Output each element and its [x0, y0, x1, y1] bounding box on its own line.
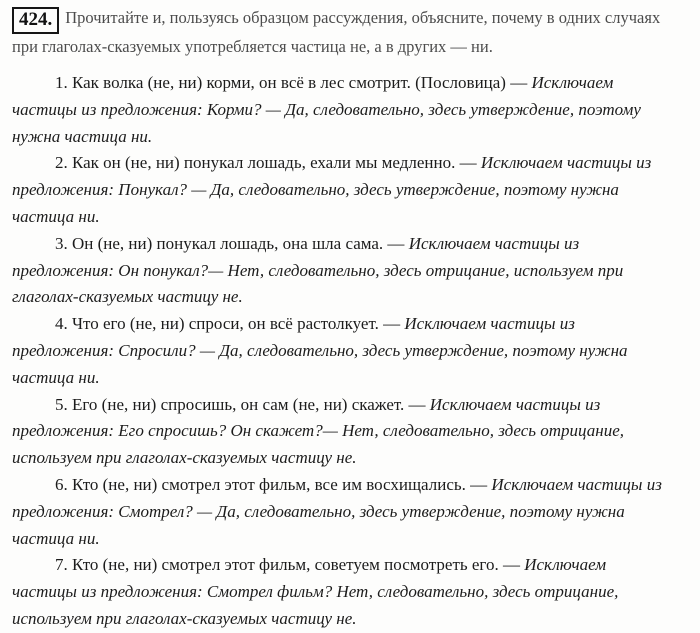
list-item: [12, 552, 670, 632]
item-explanation: Исключаем частицы из предложения: Смотрел фильм? Нет, следовательно, здесь отрицание, используем при глаголах-сказуемых частицу не.: [12, 555, 619, 628]
item-explanation: Исключаем частицы из предложения: Спросили? — Да, следовательно, здесь утверждение, поэтому нужна частица ни.: [12, 314, 628, 387]
item-number: 7.: [55, 555, 68, 575]
list-item: [12, 231, 670, 311]
item-number: 3.: [55, 233, 68, 253]
list-item: [12, 150, 670, 230]
item-explanation: Исключаем частицы из предложения: Понукал? — Да, следовательно, здесь утверждение, поэтому нужна частица ни.: [12, 153, 652, 226]
list-item: [12, 311, 670, 391]
list-item: [12, 392, 670, 472]
item-sentence: Что его (не, ни) спроси, он всё растолкует. —: [72, 314, 401, 334]
item-explanation: Исключаем частицы из предложения: Он понукал?— Нет, следовательно, здесь отрицание, используем при глаголах-сказуемых частицу не.: [12, 233, 624, 307]
item-sentence: Кто (не, ни) смотрел этот фильм, все им восхищались. —: [72, 474, 488, 494]
item-number: 4.: [55, 314, 68, 334]
item-explanation: Исключаем частицы из предложения: Смотрел? — Да, следовательно, здесь утверждение, поэтому нужна частица ни.: [12, 474, 662, 548]
item-sentence: Кто (не, ни) смотрел этот фильм, советуем посмотреть его. —: [72, 555, 520, 575]
exercise-number: 424.: [12, 7, 59, 34]
item-explanation: Исключаем частицы из предложения: Его спросишь? Он скажет?— Нет, следовательно, здесь отрицание, используем при глаголах-сказуемых частицу не.: [12, 394, 624, 468]
item-number: 1.: [55, 73, 68, 92]
task-header: [12, 5, 670, 60]
item-number: 2.: [55, 153, 68, 173]
instruction-text: Прочитайте и, пользуясь образцом рассуждения, объясните, почему в одних случаях при глаголах-сказуемых употребляется частица не, а в других — ни.: [12, 8, 661, 56]
item-sentence: Его (не, ни) спросишь, он сам (не, ни) скажет. —: [72, 394, 426, 414]
item-number: 5.: [55, 394, 68, 414]
list-item: [12, 472, 670, 552]
item-sentence: Он (не, ни) понукал лошадь, она шла сама. —: [72, 233, 405, 253]
item-number: 6.: [55, 474, 68, 494]
item-sentence: Как он (не, ни) понукал лошадь, ехали мы медленно. —: [72, 153, 477, 173]
item-explanation: Исключаем частицы из предложения: Корми? — Да, следовательно, здесь утверждение, поэтому нужна частица ни.: [12, 73, 641, 146]
list-item: [12, 70, 670, 150]
item-sentence: Как волка (не, ни) корми, он всё в лес смотрит. (Пословица) —: [72, 73, 528, 92]
